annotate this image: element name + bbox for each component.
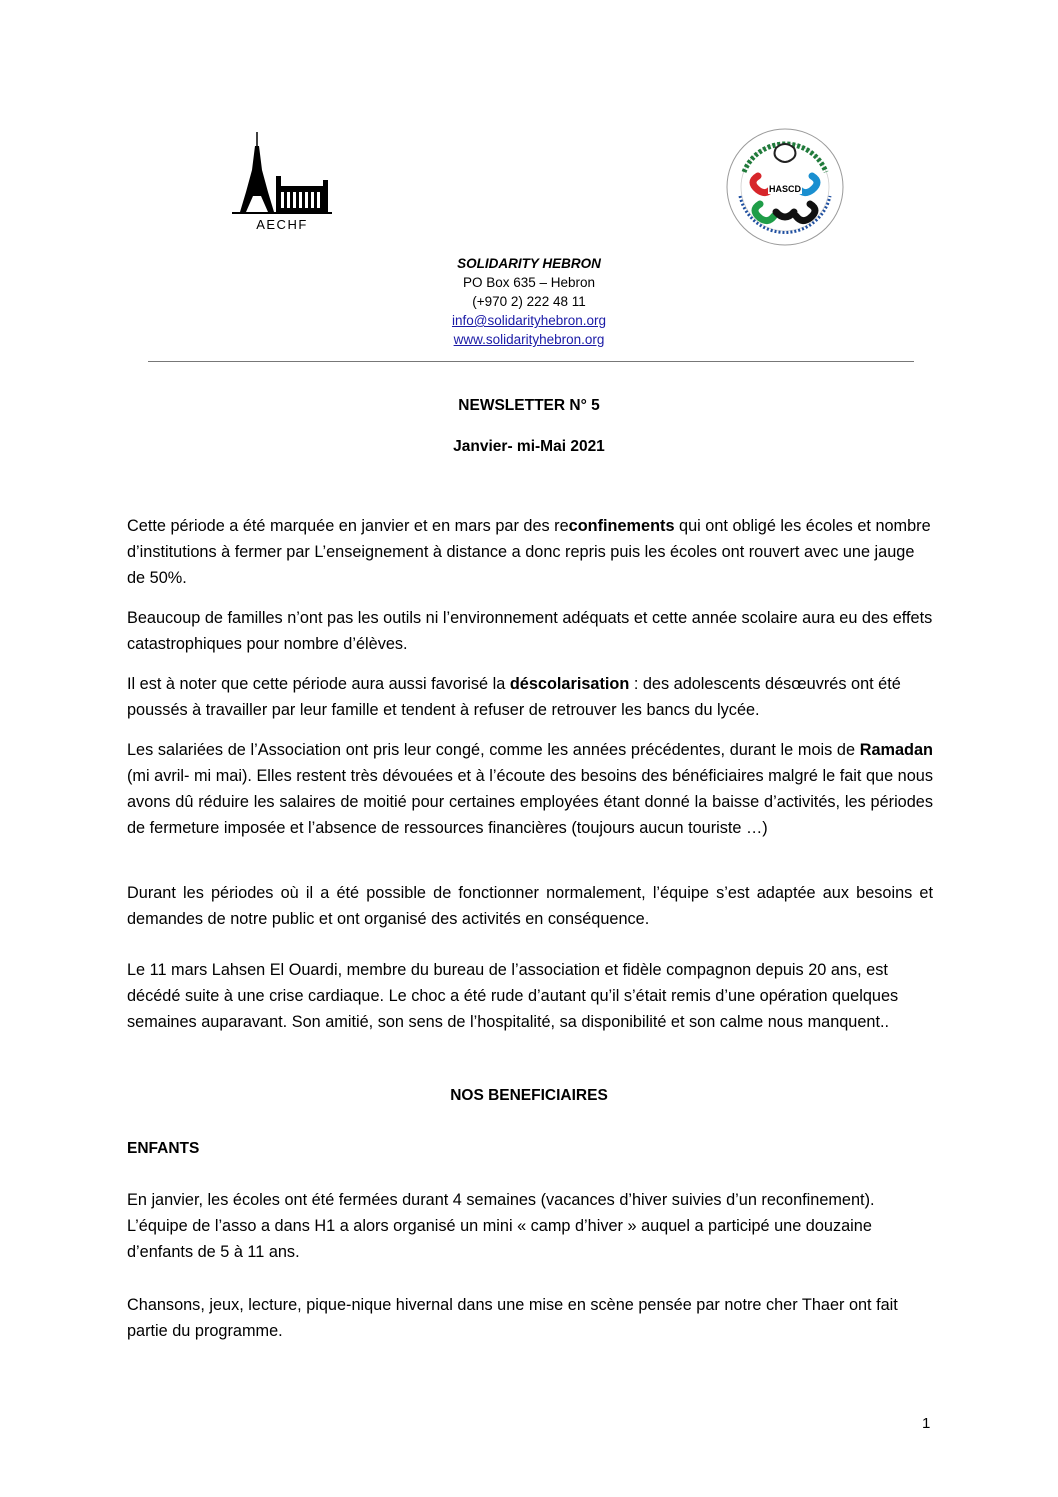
paragraph-salariees: Les salariées de l’Association ont pris leur congé, comme les années précédentes, durant le mois de Ramadan (mi avril- mi mai). Elles restent très dévouées et à l’écoute des besoins des bénéficiaires malgré le fait que nous avons dû réduire les salaires de moitié pour certaines employées étant donné la baisse d’activités, les périodes de fermeture imposée et l’absence de ressources financières (toujours aucun touriste …)	[127, 741, 933, 837]
paragraph-descolarisation: Il est à noter que cette période aura aussi favorisé la déscolarisation : des adolescents désœuvrés ont été poussés à travailler par leur famille et tendent à refuser de retrouver les bancs du lycée.	[127, 675, 901, 719]
paragraph-hommage: Le 11 mars Lahsen El Ouardi, membre du bureau de l’association et fidèle compagnon depuis 20 ans, est décédé suite à une crise cardiaque. Le choc a été rude d’autant qu’il s’était remis d’une opération quelques semaines auparavant. Son amitié, son sens de l’hospitalité, sa disponibilité et son calme nous manquent..	[127, 961, 899, 1031]
aechf-logo-text: AECHF	[256, 217, 308, 232]
paragraph-programme: Chansons, jeux, lecture, pique-nique hivernal dans une mise en scène pensée par notre cher Thaer ont fait partie du programme.	[127, 1296, 898, 1340]
hascd-logo-text: HASCD	[768, 184, 802, 194]
emphasis-descolarisation: déscolarisation	[509, 675, 630, 693]
emphasis-ramadan: Ramadan	[859, 741, 933, 759]
paragraph-camp-hiver: En janvier, les écoles ont été fermées durant 4 semaines (vacances d’hiver suivies d’un reconfinement). L’équipe de l’asso a dans H1 a alors organisé un mini « camp d’hiver » auquel a participé une douzaine d’enfants de 5 à 11 ans.	[127, 1191, 875, 1261]
letterhead	[0, 254, 1058, 349]
page-number: 1	[922, 1415, 931, 1432]
paragraph-familles: Beaucoup de familles n’ont pas les outils ni l’environnement adéquats et cette année scolaire aura eu des effets catastrophiques pour nombre d’élèves.	[127, 609, 933, 653]
po-box: PO Box 635 – Hebron	[462, 275, 596, 290]
paragraph-equipe: Durant les périodes où il a été possible de fonctionner normalement, l’équipe s’est adaptée aux besoins et demandes de notre public et ont organisé des activités en conséquence.	[127, 884, 933, 928]
section-heading: NOS BENEFICIAIRES	[450, 1087, 608, 1104]
newsletter-title: NEWSLETTER N° 5	[458, 397, 600, 414]
hascd-logo	[724, 126, 846, 248]
email-link[interactable]: info@solidarityhebron.org	[451, 313, 607, 328]
org-name: SOLIDARITY HEBRON	[457, 256, 601, 271]
paragraph-reconfinements: Cette période a été marquée en janvier et en mars par des reconfinements qui ont obligé les écoles et nombre d’institutions à fermer par L’enseignement à distance a donc repris puis les écoles ont rouvert avec une jauge de 50%.	[127, 517, 931, 587]
header-divider	[148, 361, 914, 362]
newsletter-period: Janvier- mi-Mai 2021	[453, 438, 605, 455]
emphasis-reconfinements: confinements	[568, 517, 675, 535]
phone: (+970 2) 222 48 11	[472, 294, 586, 309]
subheading-enfants: ENFANTS	[127, 1140, 200, 1157]
website-link[interactable]: www.solidarityhebron.org	[453, 332, 605, 347]
aechf-logo	[228, 128, 336, 232]
